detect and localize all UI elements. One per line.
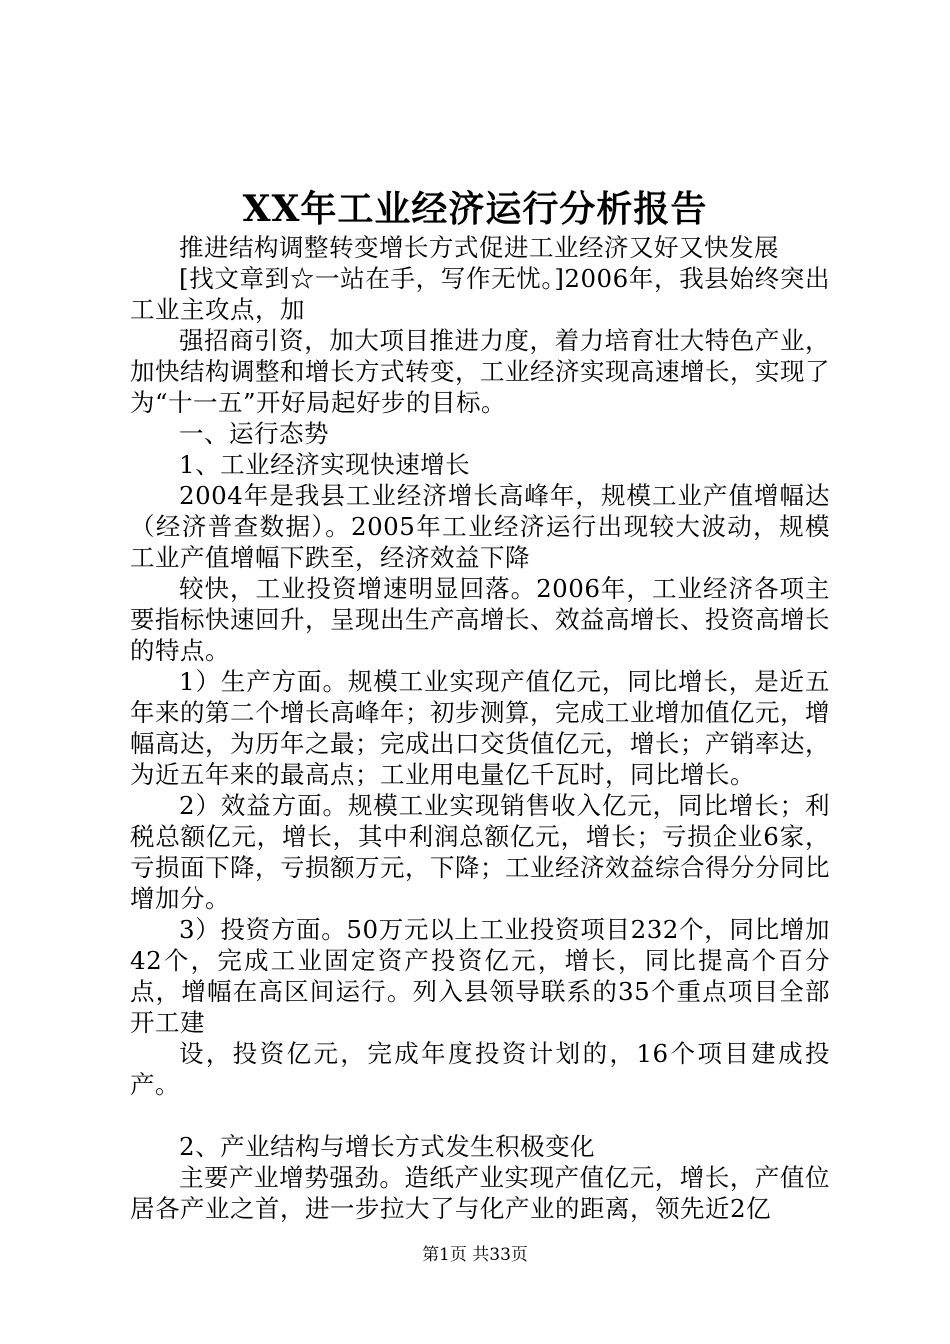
subsection-heading: 1、工业经济实现快速增长 [179,450,471,479]
section-heading: 一、运行态势 [179,419,329,448]
body-paragraph: 较快，工业投资增速明显回落。2006年，工业经济各项主要指标快速回升，呈现出生产高增长、效益高增长、投资高增长的特点。 [130,574,830,665]
page-number: 第1页 共33页 [422,1245,528,1265]
subsection-heading: 2、产业结构与增长方式发生积极变化 [179,1132,596,1161]
document-body [130,232,830,1224]
body-paragraph: 主要产业增势强劲。造纸产业实现产值亿元，增长，产值位居各产业之首，进一步拉大了与化产业的距离，领先近2亿 [130,1163,830,1223]
body-paragraph: 2004年是我县工业经济增长高峰年，规模工业产值增幅达（经济普查数据）。2005年工业经济运行出现较大波动，规模工业产值增幅下跌至，经济效益下降 [130,481,830,572]
body-paragraph: [找文章到☆一站在手，写作无忧。]2006年，我县始终突出工业主攻点，加 [130,264,830,324]
document-title: XX年工业经济运行分析报告 [242,188,708,230]
body-paragraph: 3）投资方面。50万元以上工业投资项目232个，同比增加42个，完成工业固定资产投资亿元，增长，同比提高个百分点，增幅在高区间运行。列入县领导联系的35个重点项目全部开工建 [130,915,830,1037]
body-paragraph: 设，投资亿元，完成年度投资计划的，16个项目建成投产。 [130,1039,830,1099]
body-paragraph: 强招商引资，加大项目推进力度，着力培育壮大特色产业，加快结构调整和增长方式转变，工业经济实现高速增长，实现了为“十一五”开好局起好步的目标。 [130,326,830,417]
body-paragraph: 2）效益方面。规模工业实现销售收入亿元，同比增长；利税总额亿元，增长，其中利润总额亿元，增长；亏损企业6家，亏损面下降，亏损额万元，下降；工业经济效益综合得分分同比增加分。 [130,791,830,913]
subtitle-paragraph: 推进结构调整转变增长方式促进工业经济又好又快发展 [179,233,779,262]
body-paragraph: 1）生产方面。规模工业实现产值亿元，同比增长，是近五年来的第二个增长高峰年；初步测算，完成工业增加值亿元，增幅高达，为历年之最；完成出口交货值亿元，增长；产销率达，为近五年来的最高点；工业用电量亿千瓦时，同比增长。 [130,667,830,789]
